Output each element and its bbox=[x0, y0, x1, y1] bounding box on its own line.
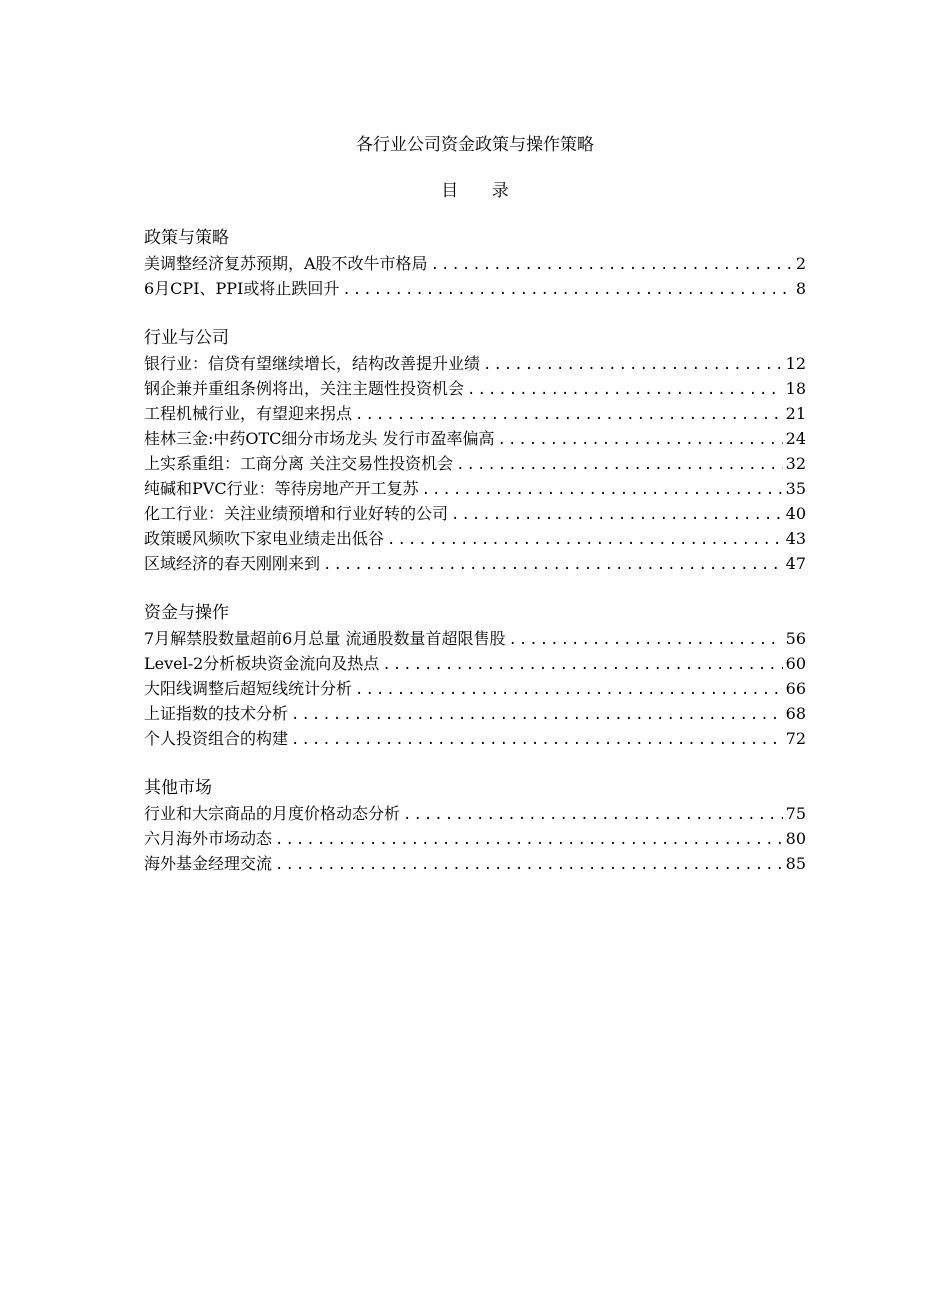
entry-label: 纯碱和PVC行业：等待房地产开工复苏 bbox=[144, 479, 419, 498]
dot-leader bbox=[355, 678, 783, 701]
entry-page-number: 12 bbox=[785, 354, 806, 373]
dot-leader bbox=[451, 503, 783, 526]
entry-page-number: 80 bbox=[785, 829, 806, 848]
dot-leader bbox=[323, 553, 783, 576]
entry-label: 大阳线调整后超短线统计分析 bbox=[144, 679, 353, 698]
entry-page-number: 21 bbox=[785, 404, 806, 423]
entry-page-number: 66 bbox=[785, 679, 806, 698]
table-of-contents bbox=[144, 226, 806, 901]
dot-leader bbox=[422, 478, 783, 501]
toc-entry[interactable] bbox=[144, 426, 806, 451]
dot-leader bbox=[275, 828, 783, 851]
dot-leader bbox=[467, 378, 783, 401]
dot-leader bbox=[342, 278, 792, 301]
entry-label: 7月解禁股数量超前6月总量 流通股数量首超限售股 bbox=[144, 629, 506, 648]
toc-section bbox=[144, 776, 806, 876]
toc-entry[interactable] bbox=[144, 626, 806, 651]
entry-page-number: 2 bbox=[795, 254, 806, 273]
entry-label: 上实系重组：工商分离 关注交易性投资机会 bbox=[144, 454, 454, 473]
entry-label: 海外基金经理交流 bbox=[144, 854, 273, 873]
toc-section bbox=[144, 601, 806, 751]
entry-page-number: 56 bbox=[785, 629, 806, 648]
entry-label: 美调整经济复苏预期，A股不改牛市格局 bbox=[144, 254, 428, 273]
dot-leader bbox=[275, 853, 783, 876]
section-title: 资金与操作 bbox=[144, 603, 229, 623]
entry-page-number: 43 bbox=[785, 529, 806, 548]
toc-entry[interactable] bbox=[144, 276, 806, 301]
dot-leader bbox=[291, 728, 783, 751]
section-title: 其他市场 bbox=[144, 778, 212, 798]
entry-page-number: 40 bbox=[785, 504, 806, 523]
dot-leader bbox=[403, 803, 783, 826]
dot-leader bbox=[431, 253, 793, 276]
dot-leader bbox=[498, 428, 783, 451]
dot-leader bbox=[387, 528, 783, 551]
dot-leader bbox=[483, 353, 783, 376]
document-title: 各行业公司资金政策与操作策略 bbox=[356, 135, 594, 155]
entry-page-number: 75 bbox=[785, 804, 806, 823]
toc-entry[interactable] bbox=[144, 651, 806, 676]
entry-label: 钢企兼并重组条例将出，关注主题性投资机会 bbox=[144, 379, 465, 398]
entry-page-number: 60 bbox=[785, 654, 806, 673]
dot-leader bbox=[508, 628, 782, 651]
toc-section bbox=[144, 326, 806, 576]
entry-page-number: 18 bbox=[785, 379, 806, 398]
entry-label: 个人投资组合的构建 bbox=[144, 729, 289, 748]
entry-label: 银行业：信贷有望继续增长，结构改善提升业绩 bbox=[144, 354, 481, 373]
toc-heading: 目 录 bbox=[441, 181, 523, 201]
toc-section bbox=[144, 226, 806, 301]
toc-entry[interactable] bbox=[144, 801, 806, 826]
entry-page-number: 68 bbox=[785, 704, 806, 723]
entry-label: 政策暖风频吹下家电业绩走出低谷 bbox=[144, 529, 385, 548]
toc-entry[interactable] bbox=[144, 401, 806, 426]
entry-page-number: 35 bbox=[785, 479, 806, 498]
entry-label: 6月CPI、PPI或将止跌回升 bbox=[144, 279, 340, 298]
toc-entry[interactable] bbox=[144, 476, 806, 501]
toc-entry[interactable] bbox=[144, 526, 806, 551]
toc-entry[interactable] bbox=[144, 501, 806, 526]
toc-entry[interactable] bbox=[144, 551, 806, 576]
entry-label: 行业和大宗商品的月度价格动态分析 bbox=[144, 804, 401, 823]
section-title: 行业与公司 bbox=[144, 328, 229, 348]
dot-leader bbox=[456, 453, 783, 476]
entry-page-number: 32 bbox=[785, 454, 806, 473]
dot-leader bbox=[382, 653, 782, 676]
entry-label: 上证指数的技术分析 bbox=[144, 704, 289, 723]
entry-page-number: 72 bbox=[785, 729, 806, 748]
toc-entry[interactable] bbox=[144, 376, 806, 401]
toc-entry[interactable] bbox=[144, 701, 806, 726]
entry-page-number: 24 bbox=[785, 429, 806, 448]
section-title: 政策与策略 bbox=[144, 228, 229, 248]
entry-label: 工程机械行业，有望迎来拐点 bbox=[144, 404, 353, 423]
toc-entry[interactable] bbox=[144, 726, 806, 751]
dot-leader bbox=[355, 403, 783, 426]
toc-entry[interactable] bbox=[144, 676, 806, 701]
toc-entry[interactable] bbox=[144, 351, 806, 376]
toc-entry[interactable] bbox=[144, 826, 806, 851]
entry-page-number: 85 bbox=[785, 854, 806, 873]
toc-entry[interactable] bbox=[144, 251, 806, 276]
entry-label: 化工行业：关注业绩预增和行业好转的公司 bbox=[144, 504, 449, 523]
entry-label: 桂林三金:中药OTC细分市场龙头 发行市盈率偏高 bbox=[144, 429, 495, 448]
entry-page-number: 8 bbox=[795, 279, 806, 298]
toc-entry[interactable] bbox=[144, 851, 806, 876]
entry-page-number: 47 bbox=[785, 554, 806, 573]
entry-label: 六月海外市场动态 bbox=[144, 829, 273, 848]
toc-entry[interactable] bbox=[144, 451, 806, 476]
entry-label: Level-2分析板块资金流向及热点 bbox=[144, 654, 380, 673]
dot-leader bbox=[291, 703, 783, 726]
entry-label: 区域经济的春天刚刚来到 bbox=[144, 554, 321, 573]
